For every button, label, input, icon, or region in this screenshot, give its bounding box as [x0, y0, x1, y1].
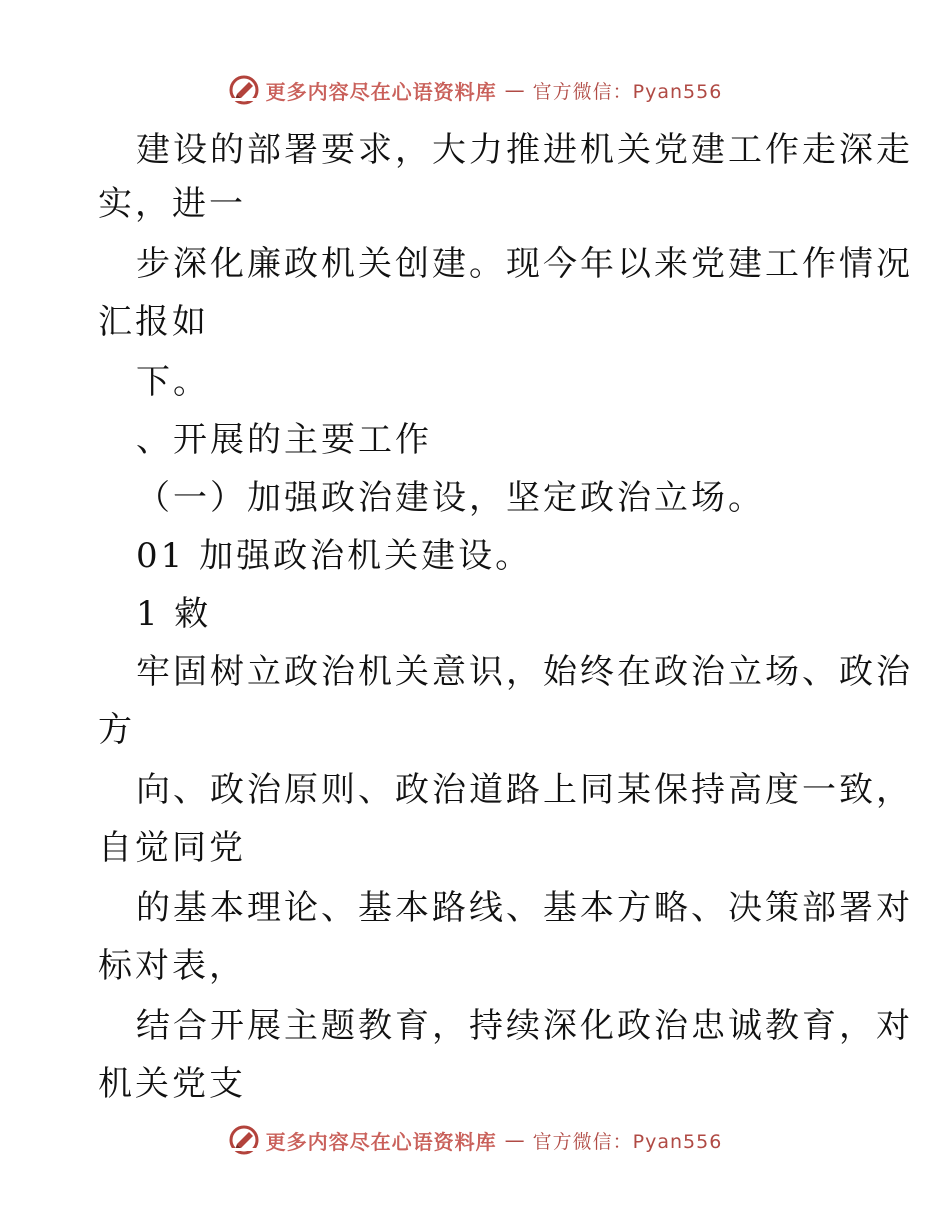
text-line: 自觉同党: [98, 828, 246, 868]
section-heading: 、开展的主要工作: [136, 420, 432, 460]
text-line: 的基本理论、基本路线、基本方略、决策部署对: [136, 888, 913, 928]
subsection-heading: （一）加强政治建设，坚定政治立场。: [136, 478, 765, 518]
book-pen-logo-icon: [228, 74, 260, 106]
watermark-brand-text: 更多内容尽在心语资料库: [265, 79, 497, 104]
text-line: 实，进一: [98, 184, 246, 224]
text-line: 下。: [136, 362, 210, 402]
text-line: 步深化廉政机关创建。现今年以来党建工作情况: [136, 244, 913, 284]
text-line: 结合开展主题教育，持续深化政治忠诚教育，对: [136, 1006, 913, 1046]
text-line: 标对表，: [98, 946, 246, 986]
header-watermark: [0, 70, 950, 110]
item-heading: 01 加强政治机关建设。: [136, 536, 533, 576]
watermark-official-account: 官方微信：Pyan556: [532, 80, 723, 103]
watermark-official-account: 官方微信：Pyan556: [532, 1130, 723, 1153]
text-line: 建设的部署要求，大力推进机关党建工作走深走: [136, 130, 913, 170]
watermark-brand-text: 更多内容尽在心语资料库: [265, 1129, 497, 1154]
watermark-dash: —: [504, 78, 525, 102]
text-line: 汇报如: [98, 302, 209, 342]
footer-watermark: [0, 1120, 950, 1160]
text-line: 向、政治原则、政治道路上同某保持高度一致，: [136, 770, 913, 810]
text-line: 牢固树立政治机关意识，始终在政治立场、政治: [136, 652, 913, 692]
text-line: 1 敹: [136, 594, 212, 634]
watermark-dash: —: [504, 1128, 525, 1152]
text-line: 机关党支: [98, 1064, 246, 1104]
text-line: 方: [98, 710, 135, 750]
book-pen-logo-icon: [228, 1124, 260, 1156]
